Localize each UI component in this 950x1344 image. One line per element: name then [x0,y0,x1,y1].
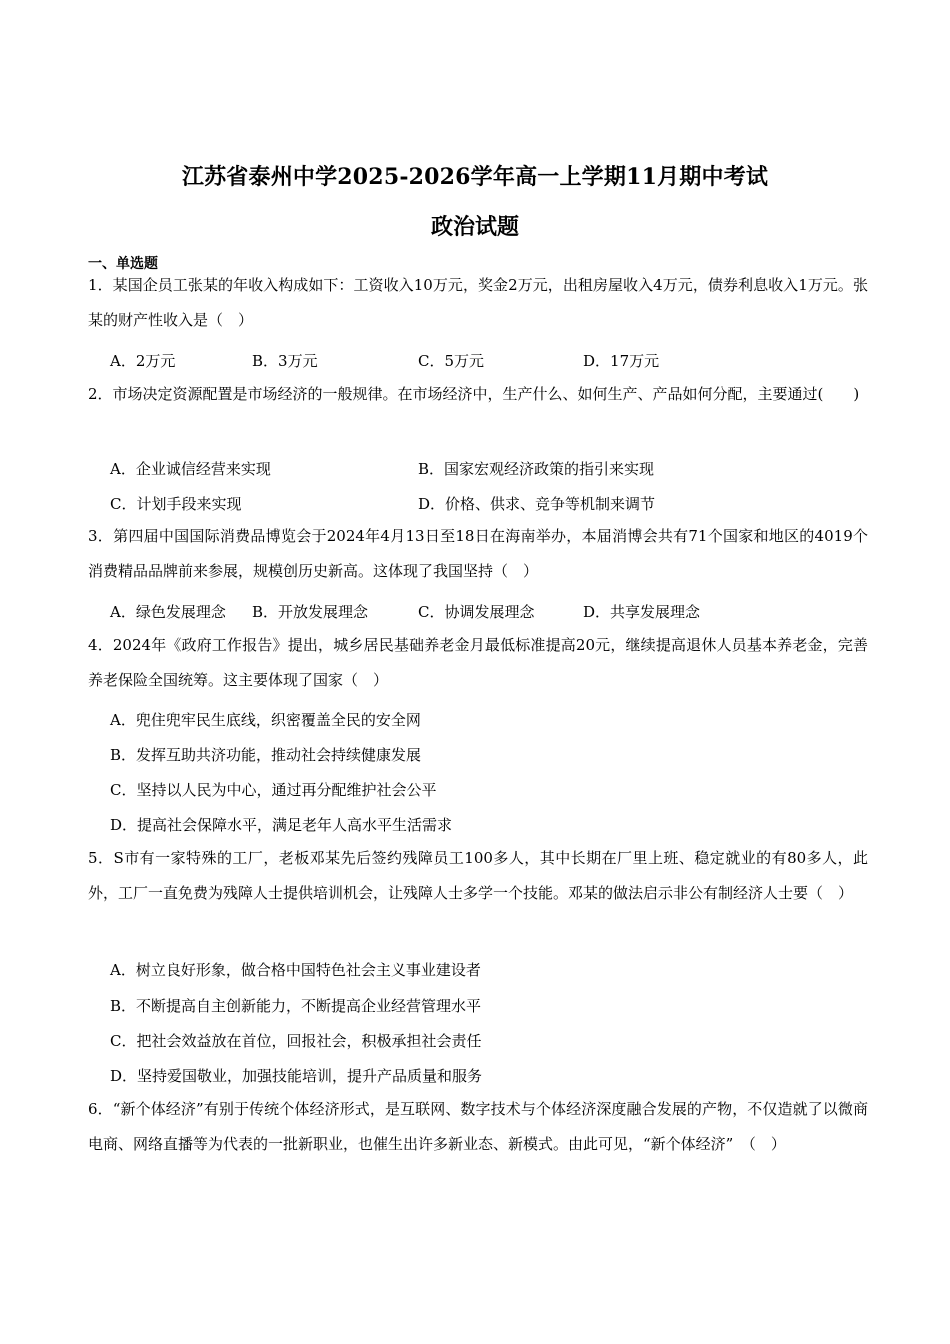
question-2-option-b: B．国家宏观经济政策的指引来实现 [418,460,655,478]
question-4-option-d: D．提高社会保障水平，满足老年人高水平生活需求 [110,816,453,834]
question-4-option-b: B．发挥互助共济功能，推动社会持续健康发展 [110,746,422,764]
question-1-stem: 1．某国企员工张某的年收入构成如下：工资收入10万元，奖金2万元，出租房屋收入4万元，债券利息收入1万元。张某的财产性收入是（ ） [88,276,868,329]
question-5-stem: 5．S市有一家特殊的工厂，老板邓某先后签约残障员工100多人，其中长期在厂里上班、稳定就业的有80多人，此外，工厂一直免费为残障人士提供培训机会，让残障人士多学一个技能。邓某的做法启示非公有制经济人士要（ ） [88,849,868,902]
question-3-option-a: A．绿色发展理念 [110,603,226,621]
question-4-stem: 4．2024年《政府工作报告》提出，城乡居民基础养老金月最低标准提高20元，继续提高退休人员基本养老金，完善养老保险全国统筹。这主要体现了国家（ ） [88,636,868,689]
section-heading: 一、单选题 [88,256,158,272]
question-5-option-c: C．把社会效益放在首位，回报社会，积极承担社会责任 [110,1032,482,1050]
question-1-option-a: A．2万元 [110,352,176,370]
question-3-option-d: D．共享发展理念 [583,603,701,621]
question-5-option-d: D．坚持爱国敬业，加强技能培训，提升产品质量和服务 [110,1067,483,1085]
question-3-option-c: C．协调发展理念 [418,603,535,621]
exam-title: 江苏省泰州中学2025-2026学年高一上学期11月期中考试 [181,164,769,190]
exam-subject-title: 政治试题 [430,214,519,240]
question-4-option-c: C．坚持以人民为中心，通过再分配维护社会公平 [110,781,437,799]
question-3-option-b: B．开放发展理念 [252,603,369,621]
question-1-option-b: B．3万元 [252,352,318,370]
question-5-option-a: A．树立良好形象，做合格中国特色社会主义事业建设者 [110,961,481,979]
question-2-stem: 2．市场决定资源配置是市场经济的一般规律。在市场经济中，生产什么、如何生产、产品如何分配，主要通过( ) [88,385,860,403]
question-1-option-c: C．5万元 [418,352,485,370]
question-2-option-a: A．企业诚信经营来实现 [110,460,271,478]
question-3-stem: 3．第四届中国国际消费品博览会于2024年4月13日至18日在海南举办，本届消博会共有71个国家和地区的4019个消费精品品牌前来参展，规模创历史新高。这体现了我国坚持（ ） [88,527,868,580]
question-2-option-c: C．计划手段来实现 [110,495,242,513]
question-5-option-b: B．不断提高自主创新能力，不断提高企业经营管理水平 [110,997,482,1015]
question-6-stem: 6．“新个体经济”有别于传统个体经济形式，是互联网、数字技术与个体经济深度融合发展的产物，不仅造就了以微商电商、网络直播等为代表的一批新职业，也催生出许多新业态、新模式。由此可见，“新个体经济” （ ） [88,1100,868,1153]
question-1-option-d: D．17万元 [583,352,660,370]
question-4-option-a: A．兜住兜牢民生底线，织密覆盖全民的安全网 [110,711,421,729]
question-2-option-d: D．价格、供求、竞争等机制来调节 [418,495,656,513]
